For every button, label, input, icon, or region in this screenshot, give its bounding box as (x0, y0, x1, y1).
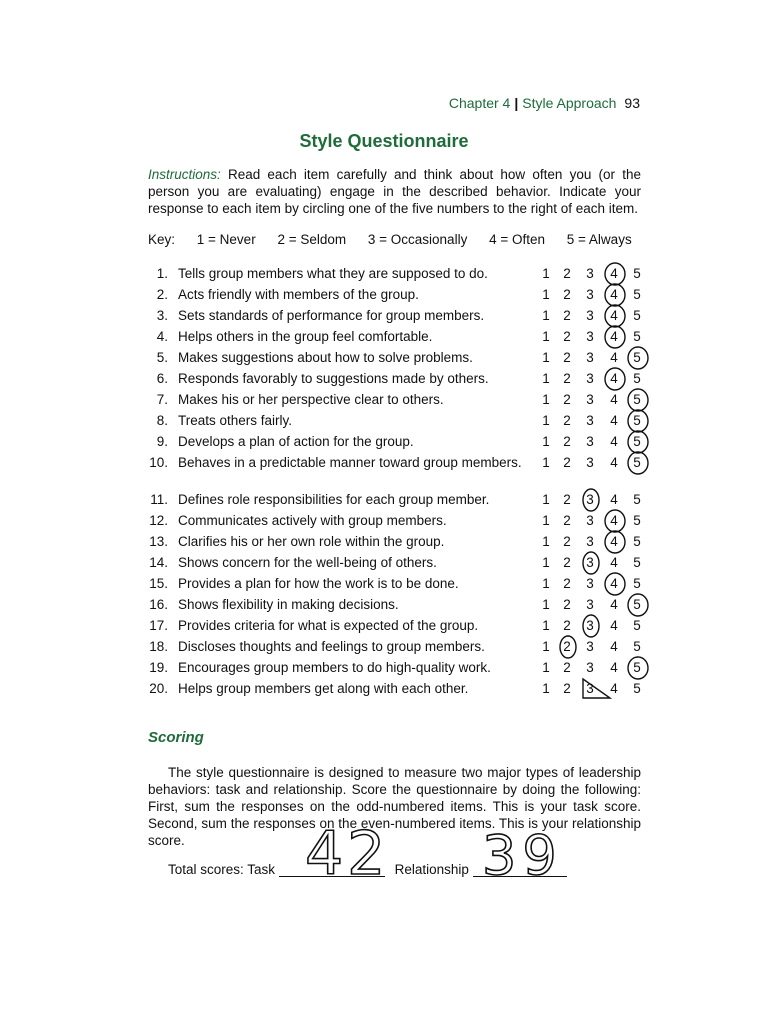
item-text: Tells group members what they are supposed to do. (178, 266, 488, 281)
key-entry: 2 = Seldom (277, 232, 347, 247)
rating-option-1[interactable]: 1 (542, 350, 550, 365)
rating-key (148, 232, 648, 247)
rating-option-5[interactable]: 5 (633, 681, 641, 696)
rating-option-2[interactable]: 2 (563, 639, 571, 654)
questionnaire-item (148, 637, 648, 658)
rating-option-4[interactable]: 4 (610, 681, 618, 696)
questionnaire-item (148, 616, 648, 637)
relationship-label: Relationship (394, 862, 469, 877)
questionnaire-item (148, 574, 648, 595)
rating-option-5[interactable]: 5 (633, 434, 641, 449)
item-number: 5. (156, 350, 168, 365)
handwritten-relationship-score (482, 820, 572, 890)
questionnaire-item (148, 432, 648, 453)
rating-option-3[interactable]: 3 (586, 392, 594, 407)
questionnaire-item (148, 658, 648, 679)
rating-option-4[interactable]: 4 (610, 660, 618, 675)
rating-option-4[interactable]: 4 (610, 434, 618, 449)
rating-option-5[interactable]: 5 (633, 555, 641, 570)
rating-option-4[interactable]: 4 (610, 266, 618, 281)
rating-option-5[interactable]: 5 (633, 455, 641, 470)
item-text: Develops a plan of action for the group. (178, 434, 414, 449)
rating-option-1[interactable]: 1 (542, 371, 550, 386)
item-text: Shows concern for the well-being of others. (178, 555, 437, 570)
rating-option-1[interactable]: 1 (542, 618, 550, 633)
rating-option-2[interactable]: 2 (563, 576, 571, 591)
item-number: 17. (149, 618, 168, 633)
item-text: Sets standards of performance for group members. (178, 308, 485, 323)
rating-option-3[interactable]: 3 (586, 350, 594, 365)
rating-option-3[interactable]: 3 (586, 681, 594, 696)
rating-option-4[interactable]: 4 (610, 555, 618, 570)
chapter-label: Chapter 4 (448, 95, 511, 111)
questionnaire-item (148, 453, 648, 490)
rating-option-1[interactable]: 1 (542, 576, 550, 591)
rating-option-5[interactable]: 5 (633, 287, 641, 302)
relationship-score-value: 39 (482, 824, 563, 887)
rating-option-2[interactable]: 2 (563, 618, 571, 633)
rating-option-1[interactable]: 1 (542, 639, 550, 654)
rating-option-5[interactable]: 5 (633, 350, 641, 365)
rating-option-3[interactable]: 3 (586, 455, 594, 470)
questionnaire-item (148, 264, 648, 285)
instructions-label: Instructions: (148, 167, 221, 182)
rating-option-5[interactable]: 5 (633, 371, 641, 386)
questionnaire-item (148, 285, 648, 306)
rating-option-3[interactable]: 3 (586, 329, 594, 344)
rating-option-1[interactable]: 1 (542, 434, 550, 449)
item-number: 15. (149, 576, 168, 591)
rating-option-4[interactable]: 4 (610, 513, 618, 528)
questionnaire-item (148, 511, 648, 532)
rating-option-5[interactable]: 5 (633, 576, 641, 591)
rating-option-2[interactable]: 2 (563, 287, 571, 302)
item-number: 19. (149, 660, 168, 675)
item-number: 8. (156, 413, 168, 428)
rating-option-3[interactable]: 3 (586, 513, 594, 528)
rating-option-5[interactable]: 5 (633, 308, 641, 323)
item-number: 18. (149, 639, 168, 654)
item-number: 10. (149, 455, 168, 470)
rating-option-1[interactable]: 1 (542, 455, 550, 470)
item-number: 7. (156, 392, 168, 407)
rating-option-1[interactable]: 1 (542, 555, 550, 570)
item-number: 12. (149, 513, 168, 528)
rating-option-4[interactable]: 4 (610, 413, 618, 428)
scoring-heading: Scoring (148, 729, 204, 746)
page-number: 93 (624, 95, 640, 111)
rating-option-5[interactable]: 5 (633, 618, 641, 633)
item-text: Communicates actively with group members. (178, 513, 447, 528)
rating-option-1[interactable]: 1 (542, 329, 550, 344)
task-score-value: 42 (305, 819, 390, 880)
instructions-text: Read each item carefully and think about how often you (or the person you are evaluating) engage in the described behavior. Indicate your response to each item by circling one of the five numbers to the right of each item. (148, 167, 641, 216)
item-text: Clarifies his or her own role within the group. (178, 534, 445, 549)
handwritten-task-score (305, 818, 395, 880)
rating-option-1[interactable]: 1 (542, 513, 550, 528)
rating-option-4[interactable]: 4 (610, 392, 618, 407)
rating-option-4[interactable]: 4 (610, 597, 618, 612)
rating-option-1[interactable]: 1 (542, 308, 550, 323)
rating-option-3[interactable]: 3 (586, 555, 594, 570)
rating-option-4[interactable]: 4 (610, 287, 618, 302)
page-title: Style Questionnaire (299, 131, 469, 151)
rating-option-3[interactable]: 3 (586, 266, 594, 281)
rating-option-3[interactable]: 3 (586, 434, 594, 449)
rating-option-2[interactable]: 2 (563, 413, 571, 428)
questionnaire-item (148, 306, 648, 327)
rating-option-1[interactable]: 1 (542, 392, 550, 407)
rating-option-1[interactable]: 1 (542, 660, 550, 675)
item-number: 6. (156, 371, 168, 386)
item-number: 13. (149, 534, 168, 549)
item-text: Defines role responsibilities for each group member. (178, 492, 490, 507)
rating-option-2[interactable]: 2 (563, 308, 571, 323)
item-number: 11. (150, 492, 168, 507)
key-entry: 3 = Occasionally (367, 232, 468, 247)
item-text: Discloses thoughts and feelings to group members. (178, 639, 485, 654)
questionnaire-item (148, 369, 648, 390)
rating-option-3[interactable]: 3 (586, 576, 594, 591)
rating-option-1[interactable]: 1 (542, 287, 550, 302)
rating-option-1[interactable]: 1 (542, 597, 550, 612)
rating-option-4[interactable]: 4 (610, 308, 618, 323)
rating-option-2[interactable]: 2 (563, 392, 571, 407)
rating-option-3[interactable]: 3 (586, 639, 594, 654)
rating-option-2[interactable]: 2 (563, 534, 571, 549)
item-text: Responds favorably to suggestions made by others. (178, 371, 489, 386)
rating-option-3[interactable]: 3 (586, 597, 594, 612)
item-number: 16. (149, 597, 168, 612)
rating-option-3[interactable]: 3 (586, 492, 594, 507)
rating-option-5[interactable]: 5 (633, 392, 641, 407)
rating-option-3[interactable]: 3 (586, 660, 594, 675)
rating-option-5[interactable]: 5 (633, 492, 641, 507)
rating-option-5[interactable]: 5 (633, 513, 641, 528)
item-number: 9. (156, 434, 168, 449)
item-text: Provides a plan for how the work is to be done. (178, 576, 459, 591)
rating-option-5[interactable]: 5 (633, 639, 641, 654)
rating-option-5[interactable]: 5 (633, 413, 641, 428)
rating-option-1[interactable]: 1 (542, 681, 550, 696)
rating-option-4[interactable]: 4 (610, 329, 618, 344)
task-label: Total scores: Task (168, 862, 276, 877)
item-text: Provides criteria for what is expected of the group. (178, 618, 479, 633)
questionnaire-item (148, 679, 648, 700)
questionnaire-item (148, 595, 648, 616)
questionnaire-item (148, 490, 648, 511)
rating-option-2[interactable]: 2 (563, 513, 571, 528)
header-separator: | (514, 95, 519, 111)
running-header (449, 95, 640, 111)
item-text: Treats others fairly. (178, 413, 293, 428)
item-text: Makes his or her perspective clear to others. (178, 392, 444, 407)
rating-option-1[interactable]: 1 (542, 413, 550, 428)
item-list (148, 264, 648, 700)
rating-option-1[interactable]: 1 (542, 266, 550, 281)
rating-option-3[interactable]: 3 (586, 371, 594, 386)
rating-option-2[interactable]: 2 (563, 371, 571, 386)
rating-option-4[interactable]: 4 (610, 534, 618, 549)
rating-option-5[interactable]: 5 (633, 597, 641, 612)
rating-option-2[interactable]: 2 (563, 597, 571, 612)
questionnaire-item (148, 348, 648, 369)
rating-option-2[interactable]: 2 (563, 492, 571, 507)
item-number: 20. (149, 681, 168, 696)
rating-option-3[interactable]: 3 (586, 287, 594, 302)
rating-option-4[interactable]: 4 (610, 492, 618, 507)
section-label: Style Approach (522, 95, 617, 111)
rating-option-3[interactable]: 3 (586, 534, 594, 549)
rating-option-3[interactable]: 3 (586, 413, 594, 428)
rating-option-2[interactable]: 2 (563, 266, 571, 281)
rating-option-5[interactable]: 5 (633, 266, 641, 281)
scoring-paragraph: The style questionnaire is designed to measure two major types of leadership behaviors: task and relationship. Score the questionnaire by doing the following: First, sum the responses on the odd-numbered items. This is your task score. Second, sum the responses on the even-numbered items. This is your relationship score. (148, 765, 641, 848)
rating-option-4[interactable]: 4 (610, 618, 618, 633)
questionnaire-item (148, 553, 648, 574)
rating-option-5[interactable]: 5 (633, 329, 641, 344)
rating-option-4[interactable]: 4 (610, 639, 618, 654)
rating-option-2[interactable]: 2 (563, 329, 571, 344)
item-number: 2. (156, 287, 168, 302)
questionnaire-item (148, 390, 648, 411)
rating-option-4[interactable]: 4 (610, 455, 618, 470)
questionnaire-item (148, 532, 648, 553)
rating-option-5[interactable]: 5 (633, 660, 641, 675)
rating-option-2[interactable]: 2 (563, 681, 571, 696)
key-entry: 5 = Always (566, 232, 632, 247)
item-text: Acts friendly with members of the group. (178, 287, 419, 302)
rating-option-5[interactable]: 5 (633, 534, 641, 549)
item-text: Helps group members get along with each other. (178, 681, 469, 696)
rating-option-2[interactable]: 2 (563, 350, 571, 365)
rating-option-3[interactable]: 3 (586, 618, 594, 633)
rating-option-1[interactable]: 1 (542, 534, 550, 549)
rating-option-3[interactable]: 3 (586, 308, 594, 323)
item-number: 4. (156, 329, 168, 344)
instructions-paragraph (148, 166, 641, 217)
item-number: 3. (156, 308, 168, 323)
rating-option-2[interactable]: 2 (563, 555, 571, 570)
rating-option-4[interactable]: 4 (610, 350, 618, 365)
item-text: Shows flexibility in making decisions. (178, 597, 399, 612)
item-number: 1. (156, 266, 168, 281)
key-entry: 4 = Often (489, 232, 546, 247)
rating-option-1[interactable]: 1 (542, 492, 550, 507)
item-text: Helps others in the group feel comfortable. (178, 329, 433, 344)
item-text: Encourages group members to do high-quality work. (178, 660, 491, 675)
key-label: Key: (148, 232, 176, 247)
questionnaire-item (148, 411, 648, 432)
rating-option-2[interactable]: 2 (563, 660, 571, 675)
rating-option-2[interactable]: 2 (563, 455, 571, 470)
key-entry: 1 = Never (196, 232, 256, 247)
rating-option-4[interactable]: 4 (610, 576, 618, 591)
item-text: Behaves in a predictable manner toward group members. (178, 455, 522, 470)
rating-option-4[interactable]: 4 (610, 371, 618, 386)
questionnaire-item (148, 327, 648, 348)
item-text: Makes suggestions about how to solve problems. (178, 350, 473, 365)
item-number: 14. (149, 555, 168, 570)
rating-option-2[interactable]: 2 (563, 434, 571, 449)
